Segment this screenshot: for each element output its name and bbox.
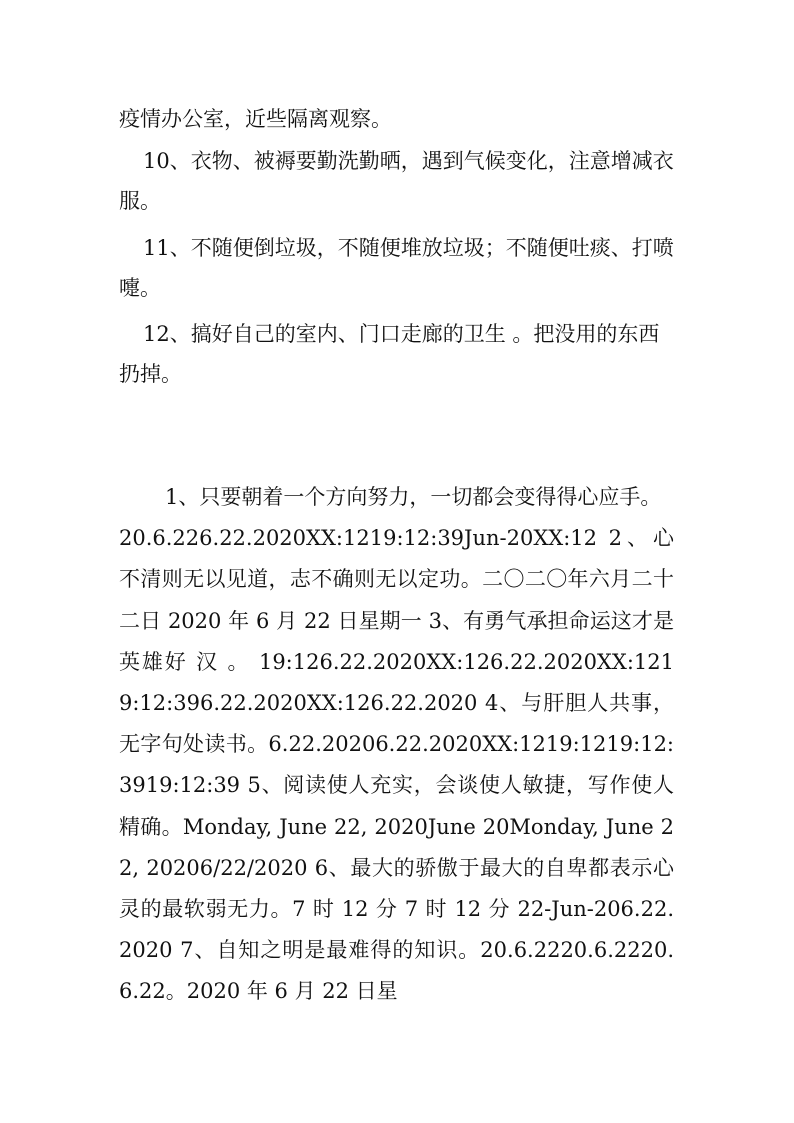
list-item-12: 12、搞好自己的室内、门口走廊的卫生 。把没用的东西扔掉。	[119, 322, 660, 386]
quote-body: 20.6.226.22.2020XX:1219:12:39Jun-20XX:12 2、心不清则无以见道，志不确则无以定功。二〇二〇年六月二十二日 2020 年 6 月 22 日星期一 3、有勇气承担命运这才是英雄好 汉 。 19:126.22.2020XX:126.22.2020XX:1219:12:396.22.2020XX:126.22.2020 4、与肝胆人共事，无字句处读书。6.22.20206.22.2020XX:1219:1219:12:3919:12:39 5、阅读使人充实，会谈使人敏捷，写作使人精确。Monday, June 22, 2020June 20Monday, June 22, 20206/22/2020 6、最大的骄傲于最大的自卑都表示心灵的最软弱无力。7 时 12 分 7 时 12 分 22-Jun-206.22.2020 7、自知之明是最难得的知识。20.6.2220.6.2220.6.22。2020 年 6 月 22 日星	[119, 526, 674, 1004]
list-item-10: 10、衣物、被褥要勤洗勤晒，遇到气候变化，注意增减衣服。	[119, 149, 674, 213]
continuation-paragraph: 疫情办公室，近些隔离观察。	[119, 107, 392, 131]
list-item-11: 11、不随便倒垃圾，不随便堆放垃圾；不随便吐痰、打喷嚏。	[119, 236, 674, 300]
quotes-paragraph	[119, 477, 674, 1013]
quote-first-line: 1、只要朝着一个方向努力，一切都会变得得心应手。	[165, 485, 662, 509]
